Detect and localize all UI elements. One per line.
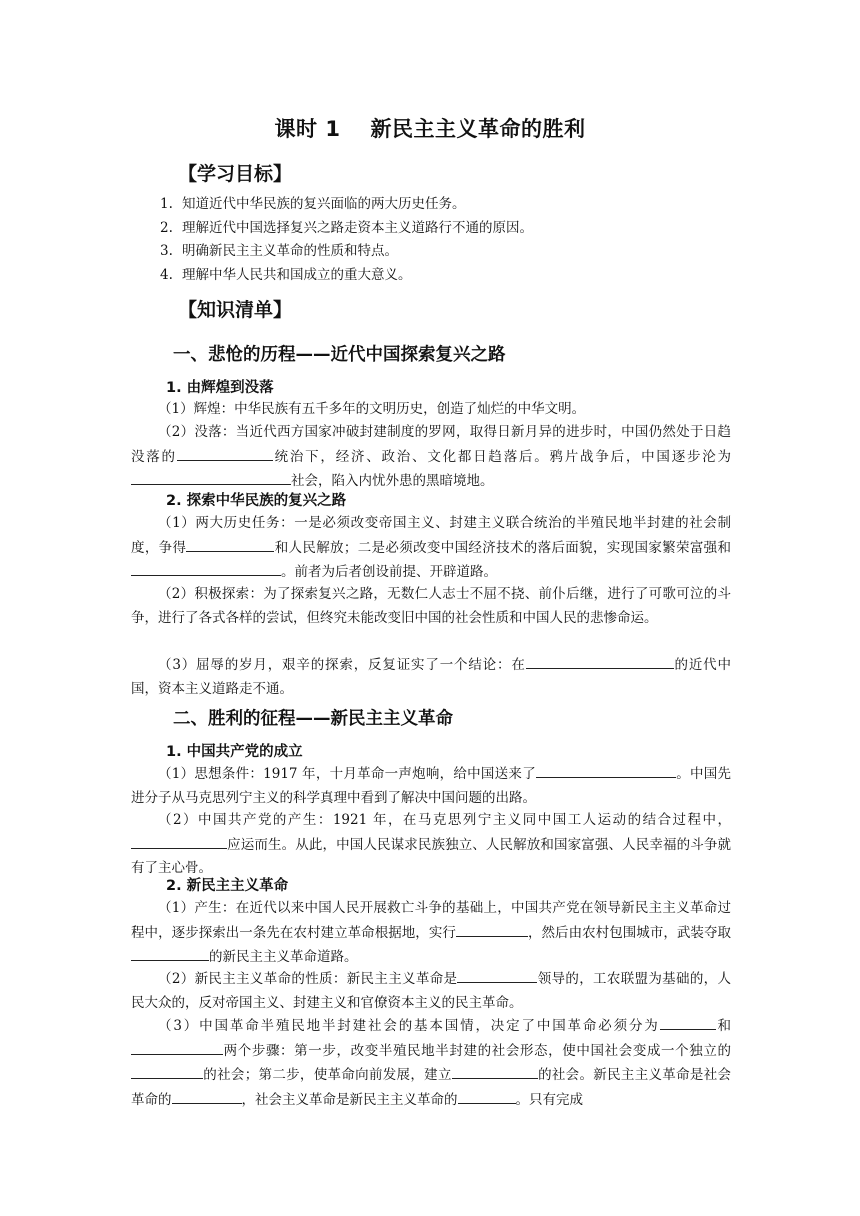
answer-blank[interactable] [452, 1063, 538, 1079]
answer-blank[interactable] [131, 1063, 203, 1079]
goal-item: 2. 理解近代中国选择复兴之路走资本主义道路行不通的原因。 [160, 219, 533, 236]
part2-subheading-2: 2. 新民主主义革命 [166, 878, 289, 894]
answer-blank[interactable] [457, 967, 537, 983]
lesson-name: 新民主主义革命的胜利 [370, 117, 586, 141]
answer-blank[interactable] [177, 445, 273, 461]
part2-paragraph-5: （3）中国革命半殖民地半封建社会的基本国情，决定了中国革命必须分为 和两个步骤：第一步，改变半殖民地半封建的社会形态，使中国社会变成一个独立的的社会；第二步，使革命向前发展，建立 的社会。新民主主义革命是社会革命的 ，社会主义革命是新民主主义革命的 。只有完成 [131, 1014, 731, 1112]
answer-blank[interactable] [526, 653, 674, 669]
part1-heading: 一、悲怆的历程——近代中国探索复兴之路 [173, 345, 506, 365]
part1-paragraph-4: （2）积极探索：为了探索复兴之路，无数仁人志士不屈不挠、前仆后继，进行了可歌可泣的斗争，进行了各式各样的尝试，但终究未能改变旧中国的社会性质和中国人民的悲惨命运。 [131, 586, 731, 626]
section-knowledge-list: 【知识清单】 [178, 299, 293, 321]
part1-paragraph-3: （1）两大历史任务：一是必须改变帝国主义、封建主义联合统治的半殖民地半封建的社会制度，争得 和人民解放；二是必须改变中国经济技术的落后面貌，实现国家繁荣富强和。前者为后者创设前提、开辟道路。 [131, 515, 732, 581]
answer-blank[interactable] [660, 1014, 716, 1030]
part1-subheading-1: 1. 由辉煌到没落 [166, 380, 274, 396]
part2-heading: 二、胜利的征程——新民主主义革命 [173, 709, 453, 729]
answer-blank[interactable] [131, 945, 209, 961]
answer-blank[interactable] [186, 536, 274, 552]
part1-subheading-2: 2. 探索中华民族的复兴之路 [166, 493, 347, 509]
part2-paragraph-2: （2）中国共产党的产生：1921 年，在马克思列宁主义同中国工人运动的结合过程中，应运而生。从此，中国人民谋求民族独立、人民解放和国家富强、人民幸福的斗争就有了主心骨。 [131, 812, 731, 877]
answer-blank[interactable] [456, 921, 528, 937]
lesson-number: 课时 1 [274, 117, 341, 141]
part2-subheading-1: 1. 中国共产党的成立 [166, 744, 303, 760]
answer-blank[interactable] [536, 762, 676, 778]
section-learning-goals: 【学习目标】 [178, 163, 293, 185]
goal-item: 1. 知道近代中华民族的复兴面临的两大历史任务。 [160, 196, 466, 212]
part1-paragraph-1: （1）辉煌：中华民族有五千多年的文明历史，创造了灿烂的中华文明。 [158, 401, 586, 417]
part1-paragraph-2: （2）没落：当近代西方国家冲破封建制度的罗网，取得日新月异的进步时，中国仍然处于日趋没落的 统治下，经济、政治、文化都日趋落后。鸦片战争后，中国逐步沦为社会，陷入内忧外患的黑暗境地。 [131, 424, 732, 490]
part2-paragraph-1: （1）思想条件：1917 年，十月革命一声炮响，给中国送来了 。中国先进分子从马克思列宁主义的科学真理中看到了解决中国问题的出路。 [131, 762, 731, 810]
lesson-title [0, 113, 860, 143]
answer-blank[interactable] [131, 1039, 223, 1055]
part1-paragraph-5: （3）屈辱的岁月，艰辛的探索，反复证实了一个结论：在 的近代中国，资本主义道路走不通。 [131, 653, 731, 701]
goal-item: 3. 明确新民主主义革命的性质和特点。 [160, 243, 398, 259]
answer-blank[interactable] [131, 469, 291, 485]
answer-blank[interactable] [131, 560, 281, 576]
answer-blank[interactable] [172, 1088, 242, 1104]
answer-blank[interactable] [458, 1088, 516, 1104]
answer-blank[interactable] [131, 833, 227, 849]
goal-item: 4. 理解中华人民共和国成立的重大意义。 [160, 266, 412, 283]
part2-paragraph-4: （2）新民主主义革命的性质：新民主主义革命是 领导的，工农联盟为基础的，人民大众的，反对帝国主义、封建主义和官僚资本主义的民主革命。 [131, 967, 731, 1015]
part2-paragraph-3: （1）产生：在近代以来中国人民开展救亡斗争的基础上，中国共产党在领导新民主主义革命过程中，逐步探索出一条先在农村建立革命根据地，实行 ，然后由农村包围城市，武装夺取的新民主主义革命道路。 [131, 900, 732, 966]
goals-list [160, 193, 533, 287]
